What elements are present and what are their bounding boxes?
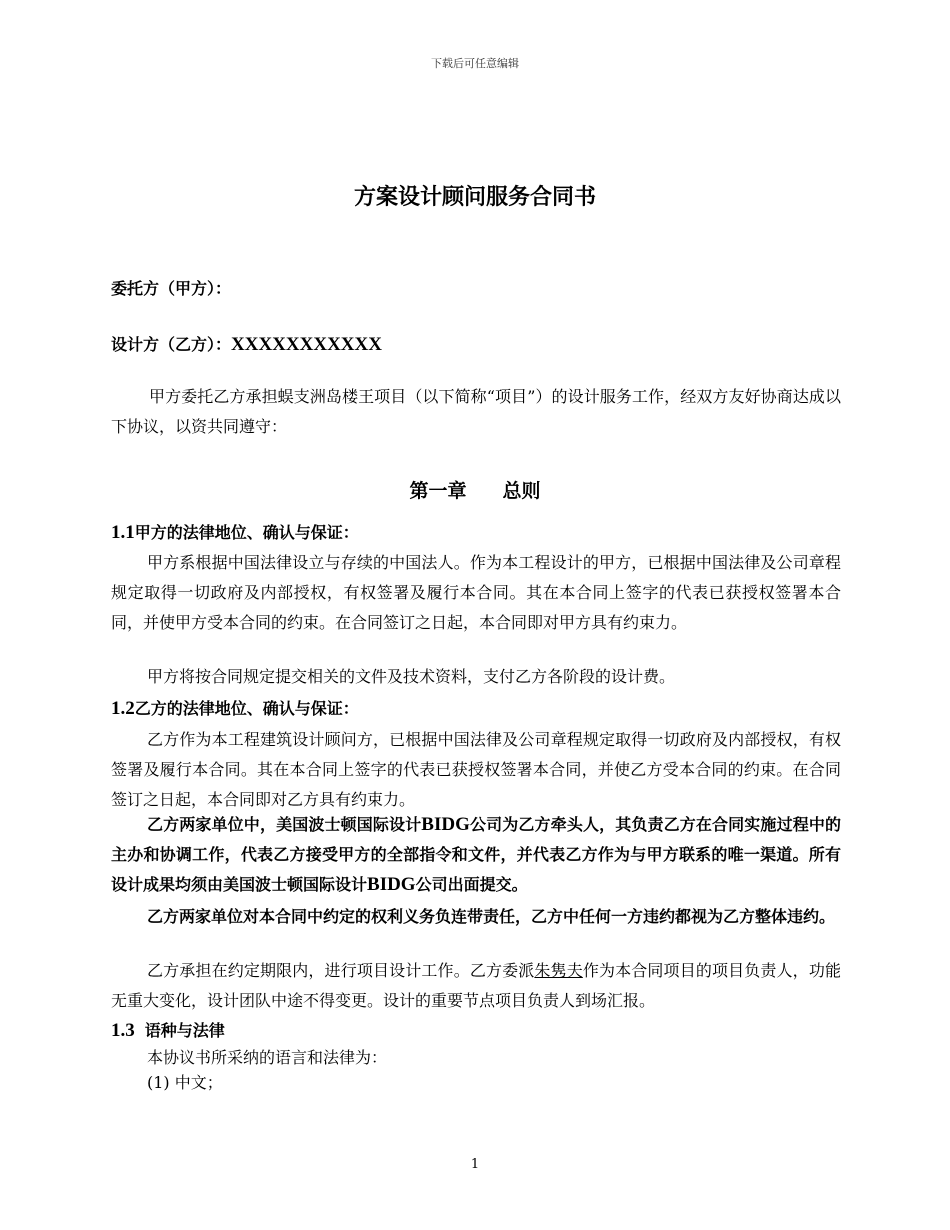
section-title: 乙方的法律地位、确认与保证： <box>134 699 359 718</box>
intro-paragraph: 甲方委托乙方承担蜈支洲岛楼王项目（以下简称“项目”）的设计服务工作，经双方友好协商达成以下协议，以资共同遵守： <box>111 387 841 436</box>
section-1-1-paragraph-1: 甲方系根据中国法律设立与存续的中国法人。作为本工程设计的甲方，已根据中国法律及公司章程规定取得一切政府及内部授权，有权签署及履行本合同。其在本合同上签字的代表已获授权签署本合同，并使甲方受本合同的约束。在合同签订之日起，本合同即对甲方具有约束力。 <box>111 553 841 632</box>
section-1-2-bold-paragraph-1: 乙方两家单位中，美国波士顿国际设计BIDG公司为乙方牵头人，其负责乙方在合同实施过程中的主办和协调工作，代表乙方接受甲方的全部指令和文件，并代表乙方作为与甲方联系的唯一渠道。所有设计成果均须由美国波士顿国际设计BIDG公司出面提交。 <box>111 814 841 895</box>
section-number: 1.2 <box>111 698 135 719</box>
project-leader-name: 朱隽夫 <box>534 961 583 980</box>
document-title: 方案设计顾问服务合同书 <box>353 185 596 210</box>
section-1-2-paragraph-1: 乙方作为本工程建筑设计顾问方，已根据中国法律及公司章程规定取得一切政府及内部授权，有权签署及履行本合同。其在本合同上签字的代表已获授权签署本合同，并使乙方受本合同的约束。在合同签订之日起，本合同即对乙方具有约束力。 <box>111 730 841 809</box>
designer-value: XXXXXXXXXXX <box>231 334 382 355</box>
client-party-line <box>111 276 841 300</box>
page-number: 1 <box>470 1157 480 1172</box>
section-1-2-heading <box>111 696 359 720</box>
section-number: 1.3 <box>111 1020 135 1041</box>
designer-party-line <box>111 332 841 356</box>
section-1-2-paragraph-3: 乙方承担在约定期限内，进行项目设计工作。乙方委派朱隽夫作为本合同项目的项目负责人，功能无重大变化，设计团队中途不得变更。设计的重要节点项目负责人到场汇报。 <box>111 961 841 1010</box>
section-1-2-bold-paragraph-2: 乙方两家单位对本合同中约定的权利义务负连带责任，乙方中任何一方违约都视为乙方整体违约。 <box>147 907 836 926</box>
section-title: 甲方的法律地位、确认与保证： <box>134 523 359 542</box>
chapter-number: 第一章 <box>409 480 467 502</box>
section-1-3-item-1: (1) 中文； <box>147 1073 223 1092</box>
chapter-name: 总则 <box>502 480 541 502</box>
page-header: 下载后可任意编辑 <box>431 57 519 70</box>
section-1-3-paragraph-1: 本协议书所采纳的语言和法律为： <box>147 1048 388 1067</box>
section-1-3-heading <box>111 1018 225 1042</box>
section-1-1-paragraph-2: 甲方将按合同规定提交相关的文件及技术资料，支付乙方各阶段的设计费。 <box>147 667 676 686</box>
section-1-1-heading <box>111 520 359 544</box>
chapter-heading <box>0 476 950 503</box>
client-label: 委托方（甲方）： <box>111 279 232 298</box>
designer-label: 设计方（乙方）： <box>111 335 232 354</box>
section-title: 语种与法律 <box>144 1021 225 1040</box>
section-number: 1.1 <box>111 522 135 543</box>
